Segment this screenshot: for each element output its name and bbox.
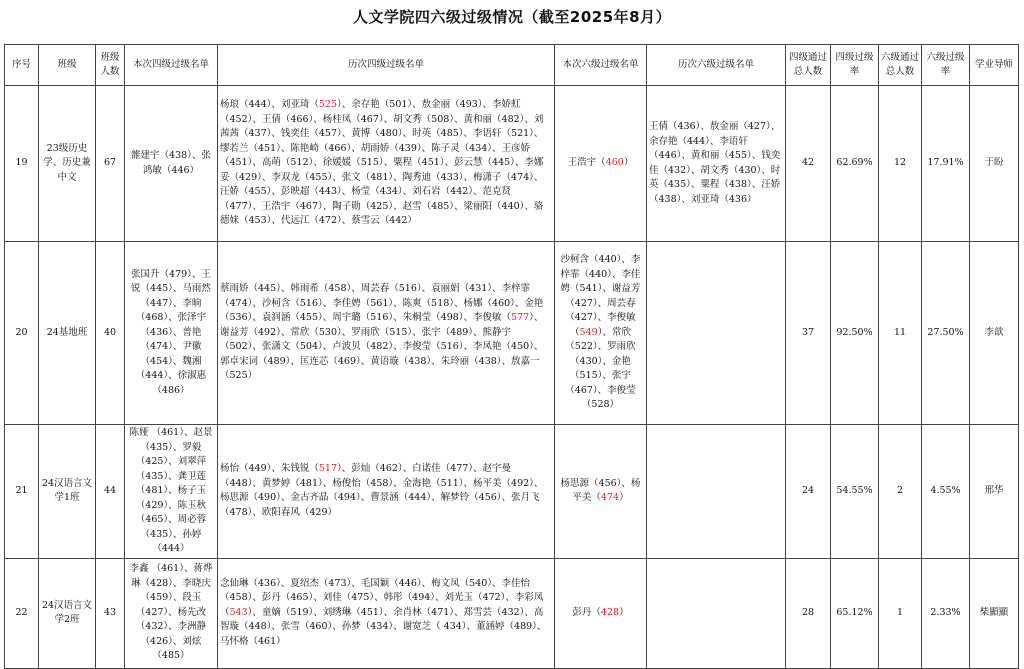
name-text: ）、童嫡（519）、刘绣琳（451）、余肖林（471）、郑雪芸（432）、高智璇（448）、张雪（460）、孙梦（434）、谢宽芝（ 434）、董涵婷（489）、马怀格（461） xyxy=(220,606,547,647)
name-text: 蔡雨娇（445）、韩雨希（458）、周芸春（516）、袁丽娟（431）、李梓霏（474）、沙柯含（516）、李佳娉（561）、陈爽（518）、杨娜（460）、金艳（536）、袁润涵（455）、周宇璐（516）、朱桐莹（498）、李俊敏（ xyxy=(220,283,544,324)
row-cet4-history xyxy=(218,242,555,425)
row-cet6-rate: 27.50% xyxy=(922,242,970,425)
row-cet4-rate: 92.50% xyxy=(831,242,879,425)
name-text: 杨琅（444）、刘亚琦（ xyxy=(220,99,319,111)
header-class-size: 班级人数 xyxy=(96,45,125,86)
row-cet6-history xyxy=(647,242,786,425)
row-advisor: 于盼 xyxy=(970,86,1019,242)
header-cet6-this: 本次六级过级名单 xyxy=(555,45,647,86)
name-text: 沙柯含（440）、李梓霏（440）、李佳娉（541）、谢益芳（427）、周芸春（427）、李俊敏（ xyxy=(560,254,641,338)
name-text: 王倩（436）、敖金丽（427）、余存艳（444）、李语轩（446）、黄和丽（455）、钱奕佳（432）、胡文秀（430）、时英（435）、粟程（438）、汪娇（438）、刘亚琦（436） xyxy=(649,121,781,205)
name-text: 彭丹（ xyxy=(572,606,601,618)
highlight-score: 543 xyxy=(229,606,248,618)
row-cet6-total: 11 xyxy=(879,242,922,425)
page-title: 人文学院四六级过级情况（截至2025年8月） xyxy=(352,8,672,26)
row-class: 24基地班 xyxy=(39,242,96,425)
row-cet6-total: 12 xyxy=(879,86,922,242)
row-index: 22 xyxy=(5,558,39,668)
name-text: 李鑫 （461）、蒋烨琳（428）、李晓庆（459）、段玉（427）、杨先改（432）、李洲静（426）、刘炫（485） xyxy=(129,563,213,662)
row-cet4-history xyxy=(218,86,555,242)
row-class: 24汉语言文学1班 xyxy=(39,425,96,559)
header-advisor: 学业导师 xyxy=(970,45,1019,86)
row-class-size: 44 xyxy=(96,425,125,559)
header-cet4-this: 本次四级过级名单 xyxy=(125,45,218,86)
name-text: 杨怡（449）、朱钱锐（ xyxy=(220,463,319,475)
header-cet6-history: 历次六级过级名单 xyxy=(647,45,786,86)
row-advisor: 李歆 xyxy=(970,242,1019,425)
row-cet4-rate: 54.55% xyxy=(831,425,879,559)
highlight-score: 474 xyxy=(600,492,620,504)
name-text: 雒建宇（438）、张鸿敏（446） xyxy=(131,150,211,176)
row-cet4-this xyxy=(125,558,218,668)
table-row xyxy=(5,86,1019,242)
row-index: 21 xyxy=(5,425,39,559)
highlight-score: 525 xyxy=(318,99,338,111)
row-cet6-this xyxy=(555,86,647,242)
row-class: 24汉语言文学2班 xyxy=(39,558,96,668)
row-cet6-rate: 4.55% xyxy=(922,425,970,559)
row-class-size: 43 xyxy=(96,558,125,668)
header-cet4-total: 四级通过总人数 xyxy=(786,45,831,86)
header-row xyxy=(5,45,1019,86)
highlight-score: 577 xyxy=(511,312,530,324)
row-cet4-total: 28 xyxy=(786,558,831,668)
row-class-size: 40 xyxy=(96,242,125,425)
name-text: 王浩宇（ xyxy=(567,157,606,169)
row-cet6-rate: 2.33% xyxy=(922,558,970,668)
name-text: ）、常欣（522）、罗雨欣（430）、金艳（515）、张宇（467）、李俊莹（528） xyxy=(565,326,636,411)
row-cet4-this xyxy=(125,242,218,425)
name-text: ） xyxy=(619,606,629,618)
row-cet4-total: 37 xyxy=(786,242,831,425)
row-cet4-total: 24 xyxy=(786,425,831,559)
row-cet4-rate: 65.12% xyxy=(831,558,879,668)
header-index: 序号 xyxy=(5,45,39,86)
row-cet4-this xyxy=(125,425,218,559)
cet-pass-table xyxy=(4,44,1019,669)
row-cet4-rate: 62.69% xyxy=(831,86,879,242)
row-cet6-rate: 17.91% xyxy=(922,86,970,242)
header-cet4-history: 历次四级过级名单 xyxy=(218,45,555,86)
highlight-score: 517 xyxy=(318,463,338,475)
row-cet4-history xyxy=(218,558,555,668)
name-text: 杨思源（456）、杨平美（ xyxy=(560,477,641,504)
table-row xyxy=(5,242,1019,425)
row-advisor: 柴顯顯 xyxy=(970,558,1019,668)
name-text: 念仙琳（436）、夏绍杰（473）、毛国颖（446）、梅文凤（540）、李佳怡（458）、彭丹（465）、刘佳（475）、韩彤（494）、刘光玉（472）、李彩凤（ xyxy=(220,577,544,618)
name-text: 陈娅 （461）、赵景（435）、罗毅（425）、刘翠萍（435）、龚卫莲（481）、杨子玉（429）、陈玉秋（465）、周必蓉（435）、孙婷（444） xyxy=(129,427,213,554)
name-text: ）、谢益芳（492）、常欣（530）、罗雨欣（515）、张宇（489）、熊静宇（502）、张潇文（504）、卢波贝（482）、李俊莹（516）、李凤艳（450）、郭卓宋词（489）、匡连芯（469）、黄语璇（438）、朱玲丽（438）、敖嘉一（525） xyxy=(220,312,544,382)
row-cet4-total: 42 xyxy=(786,86,831,242)
highlight-score: 549 xyxy=(579,326,598,338)
row-cet6-total: 1 xyxy=(879,558,922,668)
highlight-score: 460 xyxy=(605,157,624,169)
row-advisor: 邢华 xyxy=(970,425,1019,559)
row-cet6-history xyxy=(647,558,786,668)
name-text: ） xyxy=(623,157,634,169)
row-index: 20 xyxy=(5,242,39,425)
row-index: 19 xyxy=(5,86,39,242)
highlight-score: 428 xyxy=(600,606,620,618)
row-cet6-history xyxy=(647,86,786,242)
name-text: ）、余存艳（501）、敖金丽（493）、李娇虹（452）、王倩（466）、杨桂凤（467）、胡文秀（508）、黄和丽（482）、刘茜茜（437）、钱奕佳（457）、黄博（480）、时英（485）、李语轩（521）、缪若兰（451）、陈艳崎（466）、胡雨娇（439）、陈子灵（434）、王彦娇（451）、高萌（512）、徐媛媛（515）、粟程（451）、彭云慧（445）、李娜妥（429）、李双龙（455）、张文（481）、陶秀迪（433）、梅潇子（474）、汪娇（455）、彭映超（443）、杨莹（434）、刘石岩（442）、范克贤（477）、王浩宇（467）、陶子勋（425）、赵雪（485）、梁丽阳（440）、骆德妹（453）、代远江（472）、蔡雪云（442） xyxy=(220,99,544,227)
row-cet6-total: 2 xyxy=(879,425,922,559)
name-text: ） xyxy=(619,492,629,504)
row-class: 23级历史学、历史兼中文 xyxy=(39,86,96,242)
row-cet6-history xyxy=(647,425,786,559)
header-class: 班级 xyxy=(39,45,96,86)
row-cet4-this xyxy=(125,86,218,242)
row-cet6-this xyxy=(555,425,647,559)
row-cet6-this xyxy=(555,558,647,668)
name-text: 张国升（479）、王锐（445）、马雨然（447）、李晌（468）、张泽宇（436）、普艳（474）、尹徽（454）、魏湘（444）、徐淑惠（486） xyxy=(131,268,211,396)
header-cet6-total: 六级通过总人数 xyxy=(879,45,922,86)
table-row xyxy=(5,425,1019,559)
row-cet4-history xyxy=(218,425,555,559)
row-class-size: 67 xyxy=(96,86,125,242)
name-text: ）、彭灿（462）、白诺佳（477）、赵宇曼（448）、黄梦婷（481）、杨俊怡（458）、金海艳（511）、杨平美（492）、杨思源（490）、金古齐晶（494）、曹景涵（444）、解梦铃（456）、张月飞（478）、欧阳春风（429） xyxy=(220,463,544,518)
header-cet6-rate: 六级过级率 xyxy=(922,45,970,86)
row-cet6-this xyxy=(555,242,647,425)
table-row xyxy=(5,558,1019,668)
header-cet4-rate: 四级过级率 xyxy=(831,45,879,86)
